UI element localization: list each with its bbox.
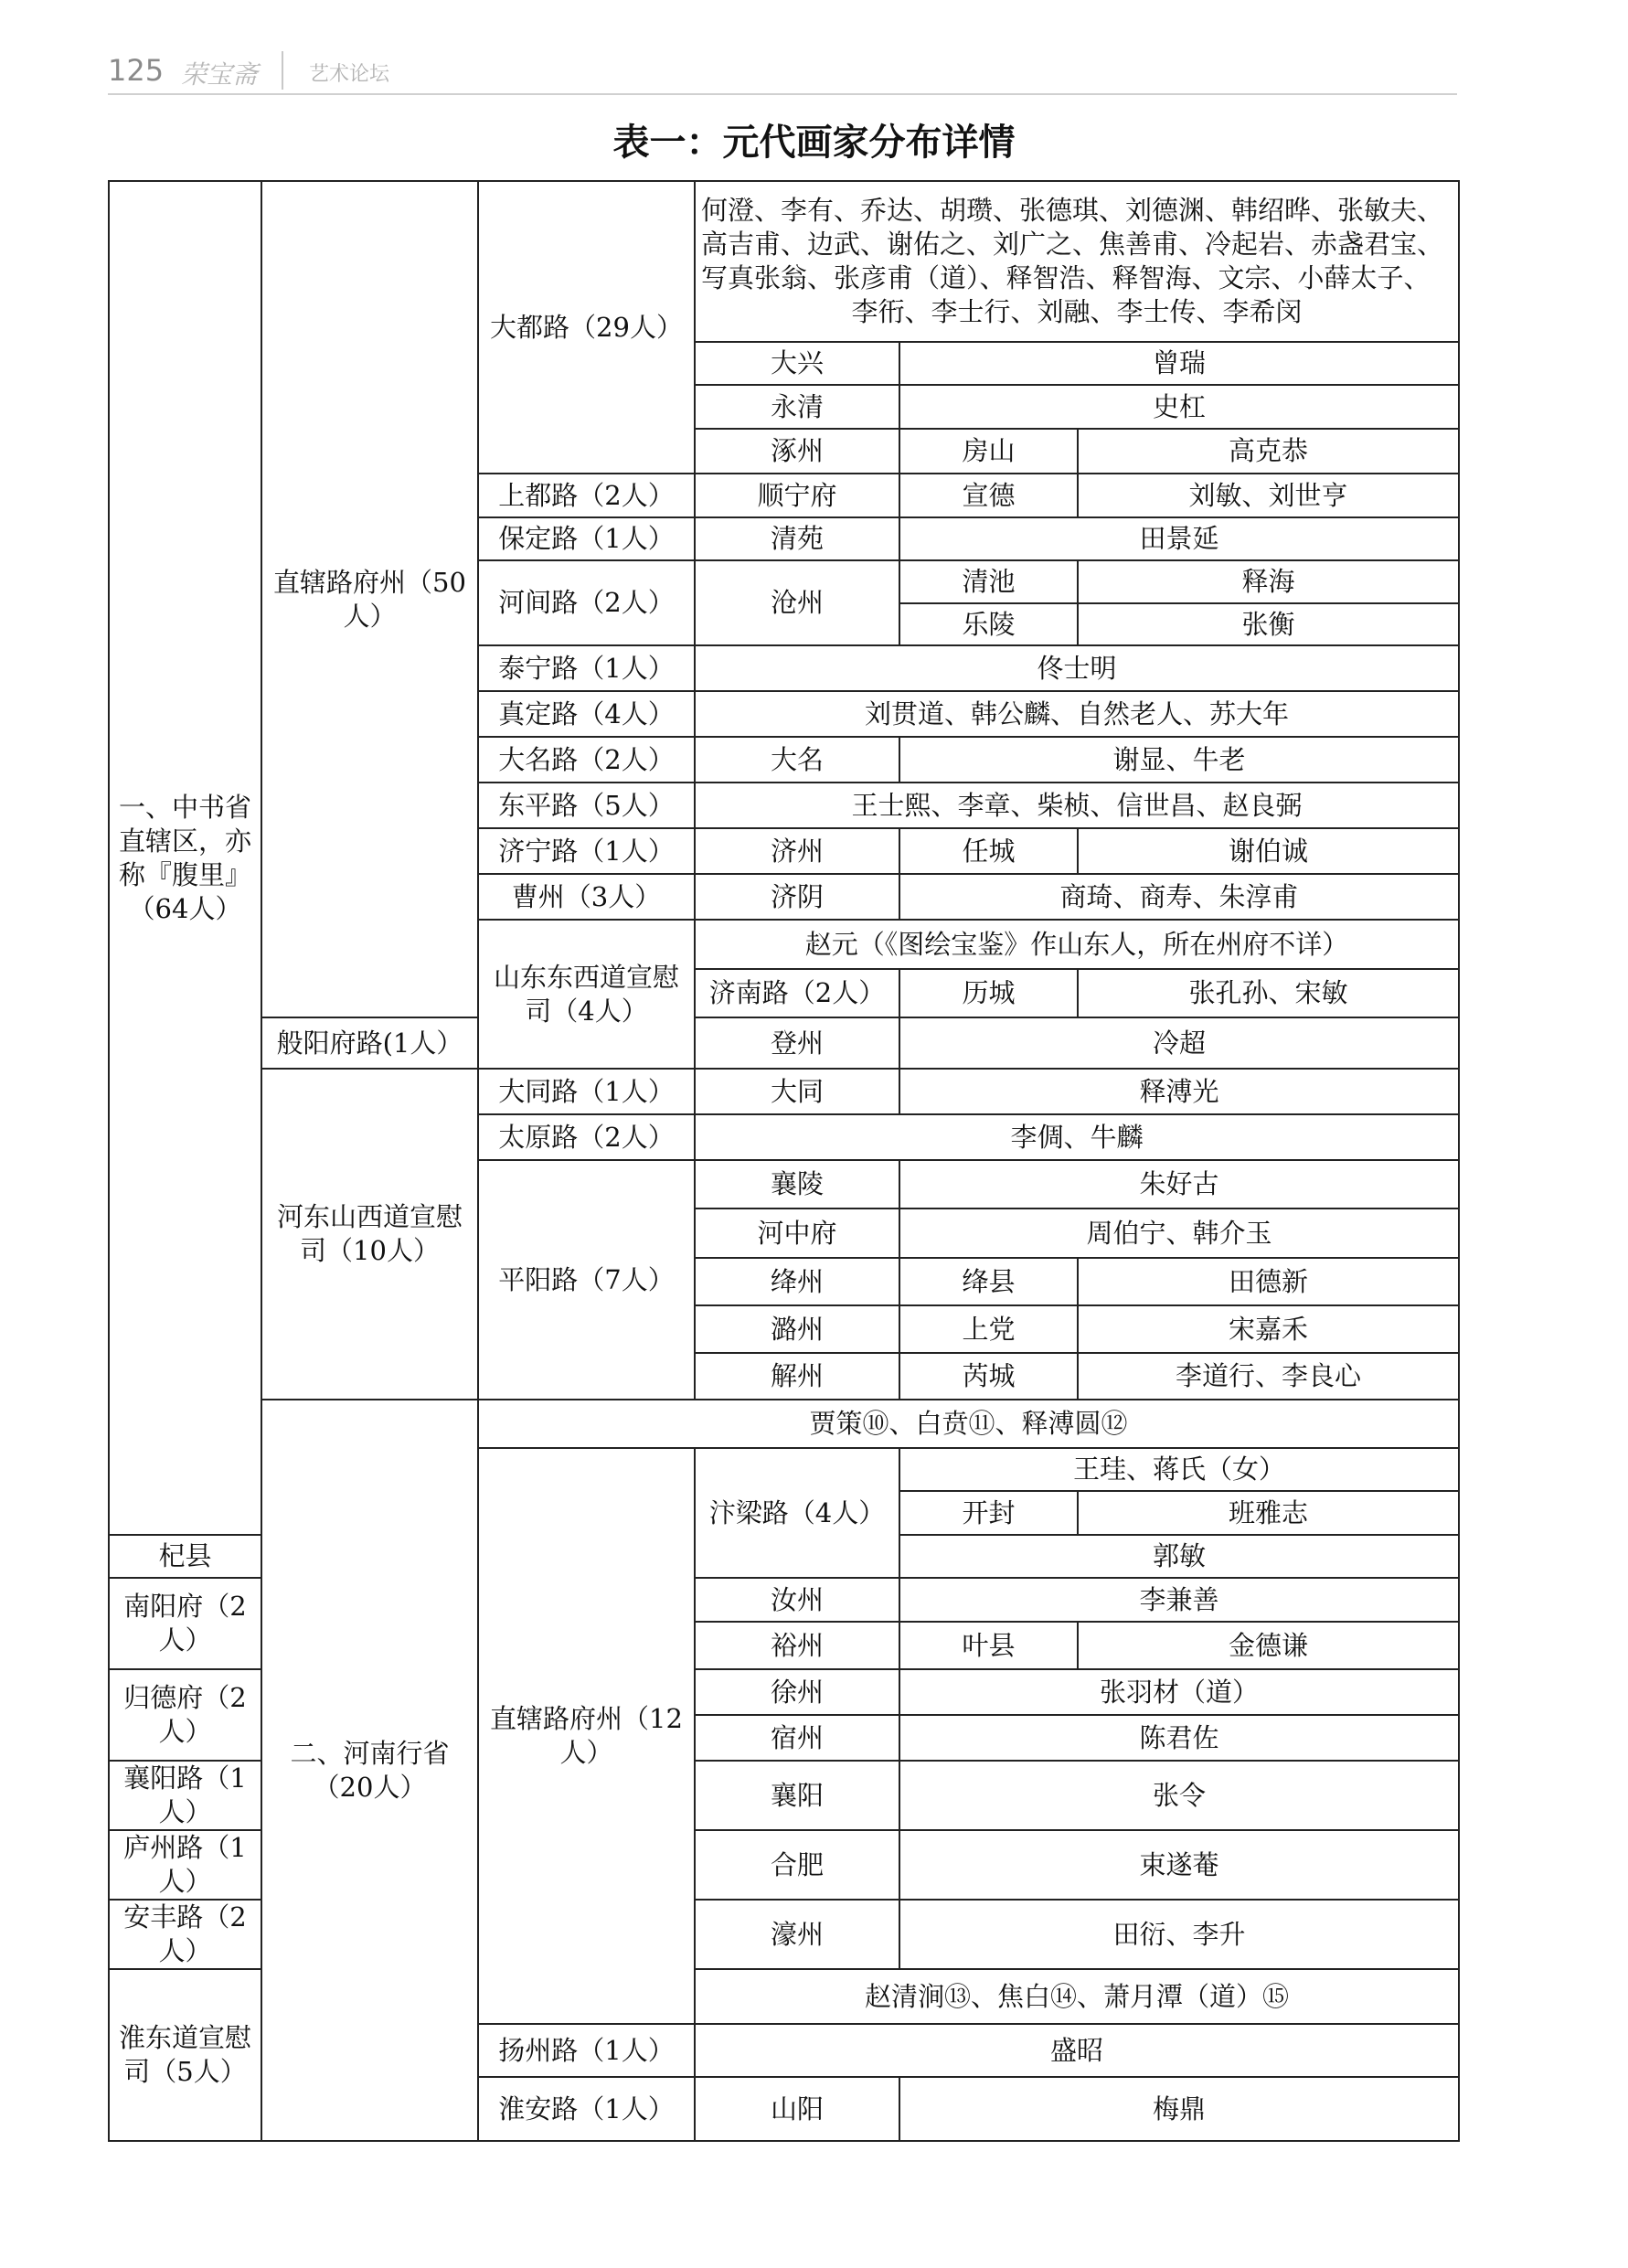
painter-names: 谢显、牛老 [899,737,1459,783]
province-cell: 一、中书省直辖区，亦称『腹里』（64人） [109,181,261,1535]
route-cell: 庐州路（1人） [109,1830,261,1900]
county-cell: 济州 [695,828,899,874]
region-cell: 直辖路府州（50人） [261,181,478,1017]
painter-names: 李兼善 [899,1578,1459,1622]
county-cell: 大兴 [695,342,899,385]
route-cell: 大同路（1人） [478,1069,695,1114]
county-cell: 沧州 [695,560,899,645]
county-cell: 绛州 [695,1258,899,1305]
painter-names: 谢伯诚 [1078,828,1459,874]
region-cell: 河东山西道宣慰司（10人） [261,1069,478,1400]
header-rule [108,93,1457,95]
county-cell: 绛县 [899,1258,1078,1305]
route-cell: 平阳路（7人） [478,1160,695,1400]
county-cell: 汝州 [695,1578,899,1622]
route-cell: 泰宁路（1人） [478,645,695,691]
route-cell: 河间路（2人） [478,560,695,645]
region-cell: 淮东道宣慰司（5人） [109,1969,261,2141]
painter-names: 班雅志 [1078,1491,1459,1535]
painter-names: 何澄、李有、乔达、胡瓒、张德琪、刘德渊、韩绍晔、张敏夫、高吉甫、边武、谢佑之、刘广之、焦善甫、冷起岩、赤盏君宝、写真张翁、张彦甫（道）、释智浩、释智海、文宗、小薛太子、李衎、李士行、刘融、李士传、李希闵 [695,181,1459,342]
route-cell: 汴梁路（4人） [695,1448,899,1578]
county-cell: 山阳 [695,2077,899,2141]
route-cell: 济南路（2人） [695,969,899,1017]
painter-names: 佟士明 [695,645,1459,691]
route-cell: 上都路（2人） [478,474,695,517]
painter-names: 贾策⑩、白贲⑪、释溥圆⑫ [478,1400,1459,1448]
county-cell: 涿州 [695,429,899,474]
county-cell: 徐州 [695,1669,899,1715]
painter-names: 张衡 [1078,603,1459,645]
county-cell: 杞县 [109,1535,261,1578]
county-cell: 潞州 [695,1305,899,1353]
county-cell: 芮城 [899,1353,1078,1400]
table-title: 表一：元代画家分布详情 [612,122,1016,164]
painter-names: 张令 [899,1761,1459,1830]
county-cell: 任城 [899,828,1078,874]
painter-names: 高克恭 [1078,429,1459,474]
route-cell: 真定路（4人） [478,691,695,737]
county-cell: 历城 [899,969,1078,1017]
route-cell: 大名路（2人） [478,737,695,783]
section-label: 艺术论坛 [309,63,390,86]
route-cell: 安丰路（2人） [109,1900,261,1969]
route-cell: 济宁路（1人） [478,828,695,874]
painter-names: 郭敏 [899,1535,1459,1578]
county-cell: 河中府 [695,1209,899,1258]
route-cell: 曹州（3人） [478,874,695,920]
painter-names: 刘贯道、韩公麟、自然老人、苏大年 [695,691,1459,737]
county-cell: 济阴 [695,874,899,920]
painter-names: 梅鼎 [899,2077,1459,2141]
painter-names: 田景延 [899,517,1459,560]
page-header [108,48,1457,91]
county-cell: 解州 [695,1353,899,1400]
painter-names: 盛昭 [695,2024,1459,2077]
painter-names: 曾瑞 [899,342,1459,385]
painter-names: 陈君佐 [899,1715,1459,1761]
region-cell: 直辖路府州（12人） [478,1448,695,2024]
route-cell: 大都路（29人） [478,181,695,474]
county-cell: 上党 [899,1305,1078,1353]
county-cell: 顺宁府 [695,474,899,517]
route-cell: 太原路（2人） [478,1114,695,1160]
painter-names: 张孔孙、宋敏 [1078,969,1459,1017]
county-cell: 永清 [695,385,899,429]
painter-names: 释溥光 [899,1069,1459,1114]
painter-names: 商琦、商寿、朱淳甫 [899,874,1459,920]
painter-names: 李道行、李良心 [1078,1353,1459,1400]
painter-names: 史杠 [899,385,1459,429]
painter-names: 冷超 [899,1017,1459,1069]
painter-names: 朱好古 [899,1160,1459,1209]
journal-logo: 荣宝斋 [181,59,259,90]
painter-names: 宋嘉禾 [1078,1305,1459,1353]
painter-names: 赵清涧⑬、焦白⑭、萧月潭（道）⑮ [695,1969,1459,2024]
county-cell: 开封 [899,1491,1078,1535]
painter-names: 金德谦 [1078,1622,1459,1669]
route-cell: 保定路（1人） [478,517,695,560]
route-cell: 般阳府路(1人） [261,1017,478,1069]
county-cell: 大同 [695,1069,899,1114]
route-cell: 扬州路（1人） [478,2024,695,2077]
painter-names: 释海 [1078,560,1459,603]
county-cell: 合肥 [695,1830,899,1900]
painter-names: 李倜、牛麟 [695,1114,1459,1160]
painter-names: 王士熙、李章、柴桢、信世昌、赵良弼 [695,783,1459,828]
county-cell: 宿州 [695,1715,899,1761]
route-cell: 归德府（2人） [109,1669,261,1761]
painter-distribution-table [108,180,1458,2124]
painter-names: 赵元（《图绘宝鉴》作山东人，所在州府不详） [695,920,1459,969]
county-cell: 濠州 [695,1900,899,1969]
painter-names: 刘敏、刘世亨 [1078,474,1459,517]
county-cell: 襄陵 [695,1160,899,1209]
region-cell: 山东东西道宣慰司（4人） [478,920,695,1069]
painter-names: 田德新 [1078,1258,1459,1305]
route-cell: 南阳府（2人） [109,1578,261,1669]
province-cell: 二、河南行省（20人） [261,1400,478,2141]
county-cell: 宣德 [899,474,1078,517]
painter-names: 张羽材（道） [899,1669,1459,1715]
header-separator [282,51,283,90]
county-cell: 房山 [899,429,1078,474]
painter-names: 周伯宁、韩介玉 [899,1209,1459,1258]
county-cell: 乐陵 [899,603,1078,645]
county-cell: 登州 [695,1017,899,1069]
route-cell: 淮安路（1人） [478,2077,695,2141]
county-cell: 大名 [695,737,899,783]
painter-names: 田衍、李升 [899,1900,1459,1969]
route-cell: 东平路（5人） [478,783,695,828]
county-cell: 裕州 [695,1622,899,1669]
county-cell: 清苑 [695,517,899,560]
page-number: 125 [108,53,165,88]
county-cell: 襄阳 [695,1761,899,1830]
painter-names: 王珪、蒋氏（女） [899,1448,1459,1491]
painter-names: 束遂菴 [899,1830,1459,1900]
county-cell: 叶县 [899,1622,1078,1669]
county-cell: 清池 [899,560,1078,603]
route-cell: 襄阳路（1人） [109,1761,261,1830]
